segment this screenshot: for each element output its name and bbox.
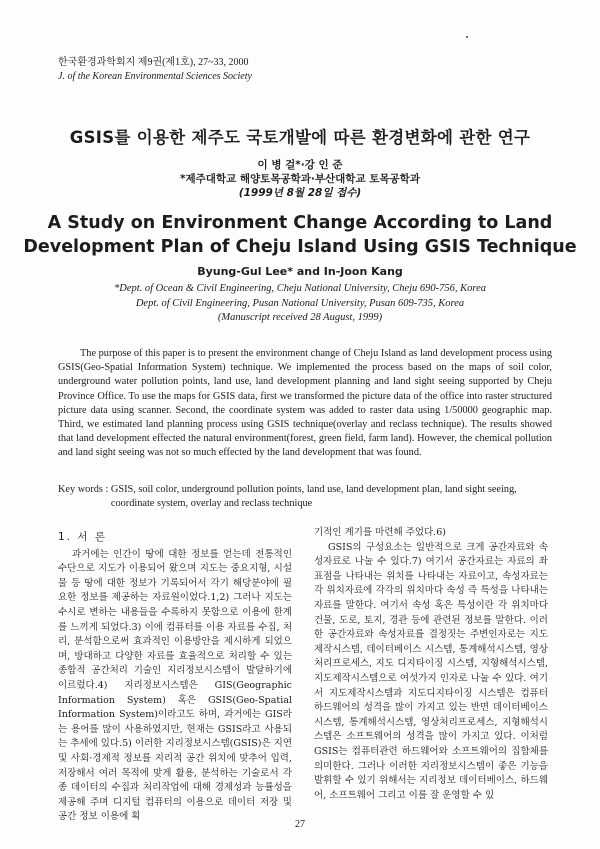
affiliation-en-line1: *Dept. of Ocean & Civil Engineering, Cheju National University, Cheju 690-756, Korea (113, 283, 487, 294)
abstract: The purpose of this paper is to present the environment change of Cheju Island as land development process using GSIS(Geo-Spatial Information System) technique. We implemented the process based on the maps of soil color, underground water pollution points, land use, land development planning and land sight seeing supported by Cheju Province Office. To use the maps for GSIS data, first we transformed the picture data of the office into raster structured picture data using scanner. Second, the coordinate system was added to raster data using 1/50000 geographic map. Third, we estimated land planning process using GSIS technique(overlay and reclass technique). The results showed that land development effected the natural environment(forest, green field, farm land). However, the chemical pollution and land sight seeing was not so much effected by the land development that was found. (58, 348, 552, 459)
author-names-english: Byung-Gul Lee* and In-Joon Kang (197, 265, 403, 278)
affiliation-en-line2: Dept. of Civil Engineering, Pusan National University, Pusan 609-735, Korea (135, 297, 465, 309)
journal-name-en: J. of the Korean Environmental Sciences Society (58, 71, 252, 82)
affiliation-korean: *제주대학교 해양토목공학과·부산대학교 토목공학과 (180, 173, 420, 185)
paragraph: 기적인 계기를 마련해 주었다.6) (314, 527, 446, 538)
keywords-text: GSIS, soil color, underground pollution points, land use, land development plan, land sight seeing, coordinate system, overlay and reclass technique (110, 484, 517, 510)
paper-title-english (0, 211, 600, 259)
page-number: 27 (295, 819, 305, 830)
scan-speck (466, 36, 468, 38)
paragraph: 과거에는 인간이 땅에 대한 정보를 얻는데 전통적인 수단으로 지도가 이용되어 왔으며 지도는 중요지형, 시설물 등 땅에 대한 정보가 기록되어서 각기 해당분야에 필요한 정보를 제공하는 자료원이었다.1,2) 그러나 지도는 수시로 변하는 내용들을 수록하지 못함으로 이용에 한계를 느끼게 되었다.3) 이에 컴퓨터를 이용 자료를 수집, 처리, 분석함으로써 효과적인 이용방안을 제시하게 되었으며, 방대하고 다양한 자료를 효율적으로 처리할 수 있는 종합적 공간처리 기술인 지리정보시스템이 발달하기에 이르렀다.4) 지리정보시스템은 GIS(Geographic Information System) 혹은 GSIS(Geo-Spatial Information System)이라고도 하며, 과거에는 GIS라는 용어를 많이 사용하였지만, 현재는 GSIS라고 사용되는 추세에 있다.5) 이러한 지리정보시스템(GSIS)은 지연 및 사회·경제적 정보를 지리적 공간 위치에 맞추어 입력, 저장해서 여러 목적에 맞게 활용, 분석하는 기술로서 각종 데이터의 수집과 처리작업에 대해 경제성과 능률성을 제공해 주며 디지털 컴퓨터의 이용으로 데이터 저장 및 공간 정보 이용에 획 (58, 548, 293, 823)
journal-header (58, 56, 252, 84)
authors-korean-block (0, 158, 600, 200)
journal-citation-ko: 한국환경과학회지 제9권(제1호), 27~33, 2000 (58, 57, 249, 68)
manuscript-received: (Manuscript received 28 August, 1999) (217, 312, 383, 323)
keywords (58, 483, 552, 511)
section-heading-introduction: 1. 서 론 (58, 531, 107, 543)
affiliations-english (0, 282, 600, 326)
body-column-right (314, 526, 548, 803)
body-column-left (58, 526, 292, 825)
received-date-korean: (1999년 8월 28일 접수) (238, 187, 362, 199)
keywords-label: Key words : (58, 484, 111, 495)
paper-title-korean: GSIS를 이용한 제주도 국토개발에 따른 환경변화에 관한 연구 (69, 128, 531, 147)
paragraph: GSIS의 구성요소는 일반적으로 크게 공간자료와 속성자료로 나눌 수 있다.7) 여기서 공간자료는 자료의 좌표점을 나타내는 위치를 나타내는 자료이고, 속성자료는 각 위치자료에 각각의 위치마다 속성 즉 특성을 나타내는 자료를 말한다. 여기서 속성 혹은 특성이란 각 위치마다 건물, 도로, 토지, 경관 등에 관련된 정보를 말한다. 이러한 공간자료와 속성자료를 결정짓는 주변인자로는 지도제작시스템, 데이터베이스 시스템, 통계해석시스템, 영상처리프로세스, 지도 디지타이징 시스템, 지형해석시스템, 지도제작시스템으로 여섯가지 인자로 나눌 수 있다. 여기서 지도제작시스템과 지도디지타이징 시스템은 컴퓨터 하드웨어의 성격을 많이 가지고 있는 반면 데이터베이스시스템, 통계해석시스템, 영상처리프로세스, 지형해석시스템은 소프트웨어의 성격을 많이 가지고 있다. 이처럼 GSIS는 컴퓨터관련 하드웨어와 소프트웨어의 집합체를 의미한다. 그러나 이러한 지리정보시스템이 좋은 기능을 발휘할 수 있기 위해서는 지리정보 데이터베이스, 하드웨어, 소프트웨어 그리고 이를 잘 운영할 수 있 (314, 541, 548, 801)
author-names-korean: 이 병 걸*·강 인 준 (257, 159, 343, 171)
title-en-line1: A Study on Environment Change According to Land (47, 213, 553, 233)
title-en-line2: Development Plan of Cheju Island Using GSIS Technique (23, 237, 577, 257)
